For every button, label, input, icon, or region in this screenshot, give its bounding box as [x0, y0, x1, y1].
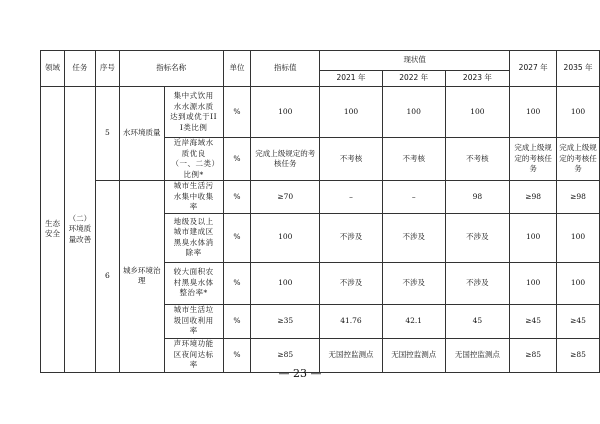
- header-status: 现状值: [320, 51, 510, 71]
- table-row: [41, 181, 600, 214]
- value-2023: 100: [445, 87, 510, 138]
- value-2035: ≥98: [557, 181, 600, 214]
- unit-cell: %: [223, 262, 251, 304]
- header-2021: 2021 年: [320, 71, 383, 87]
- header-target: 指标值: [251, 51, 320, 87]
- unit-cell: %: [223, 181, 251, 214]
- group-name-cell: 水环境质量: [119, 87, 164, 181]
- value-2035: ≥45: [557, 304, 600, 338]
- value-2027: 100: [510, 262, 557, 304]
- task-cell: （二）环境质量改善: [64, 87, 95, 373]
- header-unit: 单位: [223, 51, 251, 87]
- value-2021: 41.76: [320, 304, 383, 338]
- value-2021: 不涉及: [320, 213, 383, 262]
- value-2022: 42.1: [382, 304, 445, 338]
- indicator-table: [40, 50, 600, 373]
- header-2022: 2022 年: [382, 71, 445, 87]
- value-2023: 不考核: [445, 138, 510, 181]
- value-2022: 不考核: [382, 138, 445, 181]
- target-cell: 完成上级规定的考核任务: [251, 138, 320, 181]
- value-2022: 不涉及: [382, 262, 445, 304]
- seq-cell: 5: [95, 87, 119, 181]
- header-task: 任务: [64, 51, 95, 87]
- target-cell: 100: [251, 262, 320, 304]
- value-2035: 100: [557, 87, 600, 138]
- indicator-name: 声环境功能区夜间达标率: [164, 338, 223, 372]
- domain-cell: 生态安全: [41, 87, 65, 373]
- value-2023: 不涉及: [445, 213, 510, 262]
- value-2021: 不考核: [320, 138, 383, 181]
- value-2035: 100: [557, 213, 600, 262]
- header-domain: 领域: [41, 51, 65, 87]
- value-2022: 100: [382, 87, 445, 138]
- page-number: — 23 —: [278, 367, 322, 380]
- value-2035: 完成上级规定的考核任务: [557, 138, 600, 181]
- group-name-cell: 城乡环境治理: [119, 181, 164, 373]
- value-2021: 无国控监测点: [320, 338, 383, 372]
- unit-cell: %: [223, 338, 251, 372]
- value-2021: 100: [320, 87, 383, 138]
- value-2027: ≥85: [510, 338, 557, 372]
- header-2035: 2035 年: [557, 51, 600, 87]
- value-2022: –: [382, 181, 445, 214]
- value-2027: ≥45: [510, 304, 557, 338]
- unit-cell: %: [223, 304, 251, 338]
- value-2023: 98: [445, 181, 510, 214]
- header-2023: 2023 年: [445, 71, 510, 87]
- value-2022: 不涉及: [382, 213, 445, 262]
- value-2035: 100: [557, 262, 600, 304]
- indicator-name: 集中式饮用水水源水质达到或优于III类比例: [164, 87, 223, 138]
- value-2022: 无国控监测点: [382, 338, 445, 372]
- unit-cell: %: [223, 213, 251, 262]
- header-seq: 序号: [95, 51, 119, 87]
- target-cell: ≥70: [251, 181, 320, 214]
- seq-cell: 6: [95, 181, 119, 373]
- table-row: [41, 87, 600, 138]
- value-2021: –: [320, 181, 383, 214]
- value-2023: 不涉及: [445, 262, 510, 304]
- value-2021: 不涉及: [320, 262, 383, 304]
- indicator-name: 近岸海域水质优良（一、二类）比例*: [164, 138, 223, 181]
- unit-cell: %: [223, 138, 251, 181]
- target-cell: ≥35: [251, 304, 320, 338]
- value-2023: 无国控监测点: [445, 338, 510, 372]
- indicator-name: 城市生活垃圾回收利用率: [164, 304, 223, 338]
- indicator-name: 地级及以上城市建成区黑臭水体消除率: [164, 213, 223, 262]
- value-2027: ≥98: [510, 181, 557, 214]
- indicator-name: 较大面积农村黑臭水体整治率*: [164, 262, 223, 304]
- header-2027: 2027 年: [510, 51, 557, 87]
- header-indicator: 指标名称: [119, 51, 223, 87]
- value-2027: 100: [510, 87, 557, 138]
- indicator-name: 城市生活污水集中收集率: [164, 181, 223, 214]
- target-cell: ≥85: [251, 338, 320, 372]
- value-2027: 完成上级规定的考核任务: [510, 138, 557, 181]
- value-2027: 100: [510, 213, 557, 262]
- target-cell: 100: [251, 213, 320, 262]
- value-2035: ≥85: [557, 338, 600, 372]
- unit-cell: %: [223, 87, 251, 138]
- target-cell: 100: [251, 87, 320, 138]
- value-2023: 45: [445, 304, 510, 338]
